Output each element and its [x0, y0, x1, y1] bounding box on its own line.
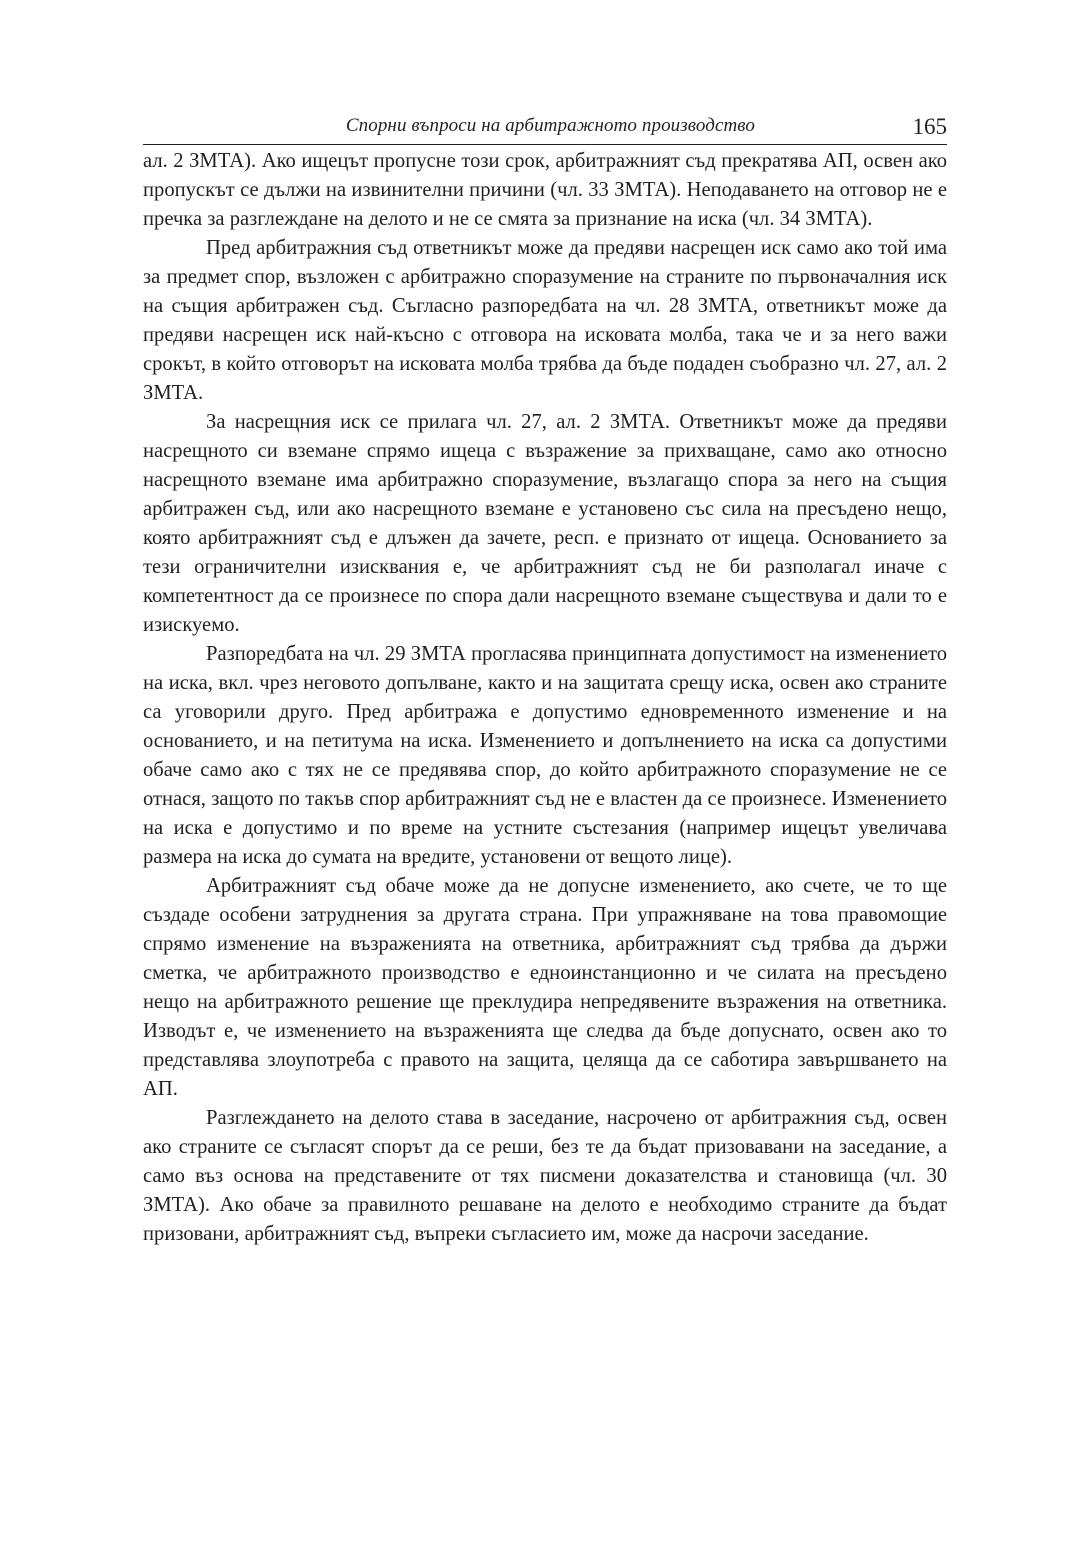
- body-text: [143, 147, 947, 1249]
- paragraph: Пред арбитражния съд ответникът може да предяви насрещен иск само ако той има за предмет спор, възложен с арбитражно споразумение на страните по първоначалния иск на същия арбитражен съд. Съгласно разпоредбата на чл. 28 ЗМТА, ответникът може да предяви насрещен иск най-късно с отговора на исковата молба, така че и за него важи срокът, в който отговорът на исковата молба трябва да бъде подаден съобразно чл. 27, ал. 2 ЗМТА.: [143, 237, 947, 404]
- page-number: 165: [912, 114, 947, 139]
- paragraph: Разглеждането на делото става в заседание, насрочено от арбитражния съд, освен ако страните се съгласят спорът да се реши, без те да бъдат призовавани на заседание, а само въз основа на представените от тях писмени доказателства и становища (чл. 30 ЗМТА). Ако обаче за правилното решаване на делото е необходимо страните да бъдат призовани, арбитражният съд, въпреки съгласието им, може да насрочи заседание.: [143, 1107, 947, 1245]
- paragraph: За насрещния иск се прилага чл. 27, ал. 2 ЗМТА. Ответникът може да предяви насрещното си вземане спрямо ищеца с възражение за прихващане, само ако относно насрещното вземане има арбитражно споразумение, възлагащо спора за него на същия арбитражен съд, или ако насрещното вземане е установено със сила на пресъдено нещо, която арбитражният съд е длъжен да зачете, респ. е признато от ищеца. Основанието за тези ограничителни изисквания е, че арбитражният съд не би разполагал иначе с компетентност да се произнесе по спора дали насрещното вземане съществува и дали то е изискуемо.: [143, 411, 947, 636]
- book-page: [143, 110, 947, 1249]
- paragraph-continued: ал. 2 ЗМТА). Ако ищецът пропусне този срок, арбитражният съд прекратява АП, освен ако пропускът се дължи на извинителни причини (чл. 33 ЗМТА). Неподаването на отговор не е пречка за разглеждане на делото и не се смята за признание на иска (чл. 34 ЗМТА).: [143, 150, 947, 230]
- paragraph: Арбитражният съд обаче може да не допусне изменението, ако счете, че то ще създаде особени затруднения за другата страна. При упражняване на това правомощие спрямо изменение на възраженията на ответника, арбитражният съд трябва да държи сметка, че арбитражното производство е едноинстанционно и че силата на пресъдено нещо на арбитражното решение ще преклудира непредявените възражения на ответника. Изводът е, че изменението на възраженията ще следва да бъде допуснато, освен ако то представлява злоупотреба с правото на защита, целяща да се саботира завършването на АП.: [143, 875, 947, 1100]
- running-title: Спорни въпроси на арбитражното производство: [345, 115, 755, 136]
- paragraph: Разпоредбата на чл. 29 ЗМТА прогласява принципната допустимост на изменението на иска, вкл. чрез неговото допълване, както и на защитата срещу иска, освен ако страните са уговорили друго. Пред арбитража е допустимо едновременното изменение и на основанието, и на петитума на иска. Изменението и допълнението на иска са допустими обаче само ако с тях не се предявява спор, до който арбитражното споразумение не се отнася, защото по такъв спор арбитражният съд не е властен да се произнесе. Изменението на иска е допустимо и по време на устните състезания (например ищецът увеличава размера на иска до сумата на вредите, установени от вещото лице).: [143, 643, 947, 868]
- running-header: [143, 110, 947, 145]
